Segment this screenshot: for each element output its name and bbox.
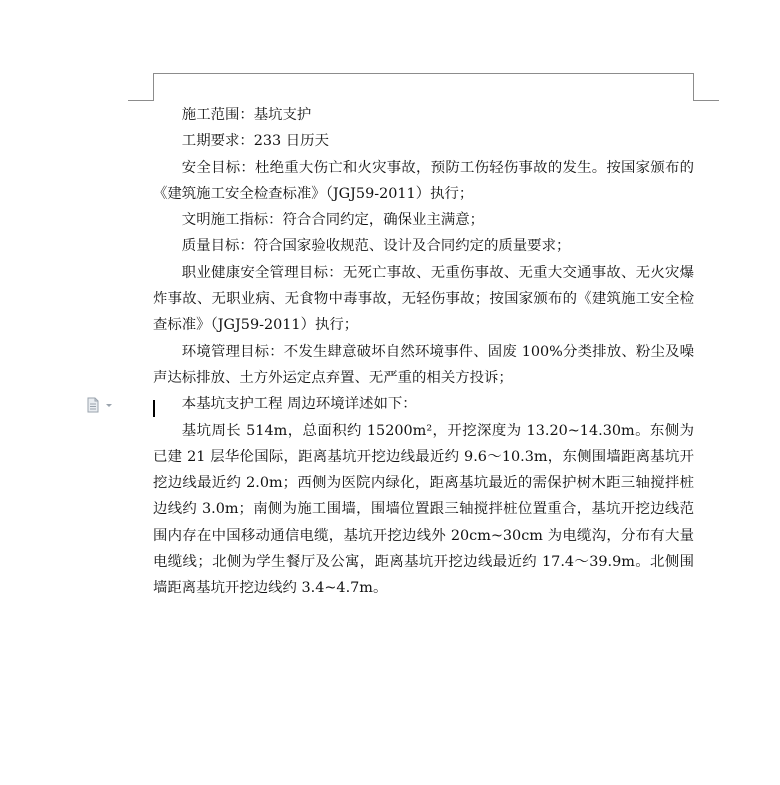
crop-mark-top-right-horizontal xyxy=(693,100,719,101)
paragraph-surroundings-detail: 基坑周长 514m，总面积约 15200m²，开挖深度为 13.20~14.30m。东侧为已建 21 层华伦国际，距离基坑开挖边线最近约 9.6～10.3m，东侧围墙距离基坑开挖边线最近约 2.0m；西侧为医院内绿化，距离基坑最近的需保护树木距三轴搅拌桩边线约 3.0m；南侧为施工围墙，围墙位置跟三轴搅拌桩位置重合，基坑开挖边线范围内存在中国移动通信电缆，基坑开挖边线外 20cm~30cm 为电缆沟，分布有大量电缆线；北侧为学生餐厅及公寓，距离基坑开挖边线最近约 17.4～39.9m。北侧围墙距离基坑开挖边线约 3.4~4.7m。 xyxy=(153,422,694,597)
paragraph-scope: 施工范围：基坑支护 xyxy=(181,107,312,123)
chevron-down-icon xyxy=(106,404,112,407)
document-body[interactable] xyxy=(153,102,694,602)
header-boundary-line xyxy=(154,73,694,74)
paragraph-surroundings-intro: 本基坑支护工程 周边环境详述如下： xyxy=(181,396,417,413)
crop-mark-top-right xyxy=(693,73,694,100)
paragraph-options-button[interactable] xyxy=(86,397,114,413)
paragraph-occupational-health: 职业健康安全管理目标：无死亡事故、无重伤事故、无重大交通事故、无火灾爆炸事故、无职业病、无食物中毒事故，无轻伤事故；按国家颁布的《建筑施工安全检查标准》（JGJ59-2011）执行； xyxy=(153,264,694,334)
crop-mark-top-left xyxy=(153,73,154,100)
paragraph-quality-goal: 质量目标：符合国家验收规范、设计及合同约定的质量要求； xyxy=(181,238,571,255)
paragraph-safety-goal: 安全目标：杜绝重大伤亡和火灾事故，预防工伤轻伤事故的发生。按国家颁布的《建筑施工安全检查标准》（JGJ59-2011）执行； xyxy=(153,159,694,202)
paragraph-civilized-construction: 文明施工指标：符合合同约定，确保业主满意； xyxy=(181,212,485,229)
crop-mark-top-left-horizontal xyxy=(128,100,154,101)
paragraph-environment-goal: 环境管理目标：不发生肆意破坏自然环境事件、固废 100%分类排放、粉尘及噪声达标排放、土方外运定点弃置、无严重的相关方投诉； xyxy=(153,343,694,386)
text-cursor xyxy=(153,400,155,417)
paragraph-schedule: 工期要求：233 日历天 xyxy=(181,133,329,150)
document-icon xyxy=(86,397,114,413)
